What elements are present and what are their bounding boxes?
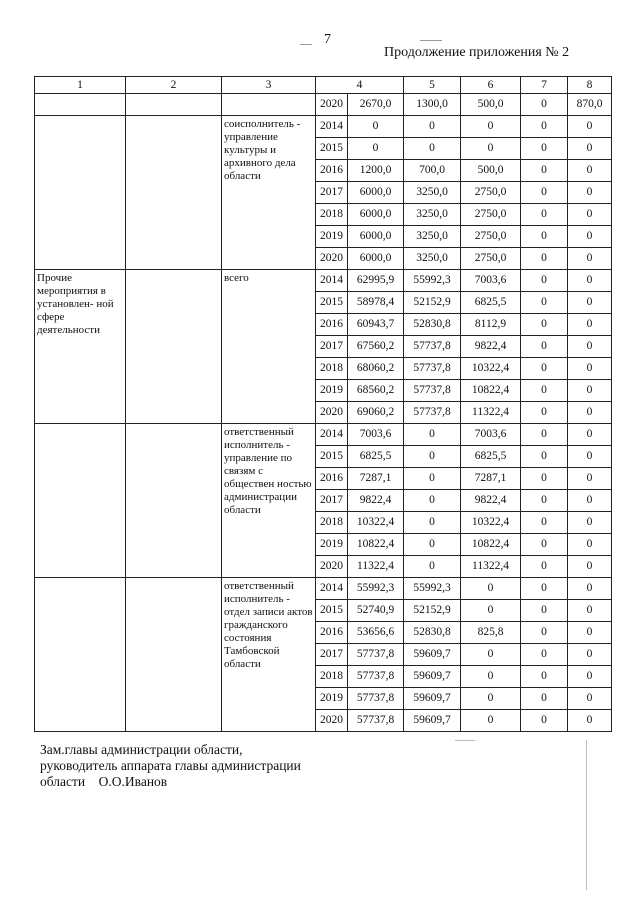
executor-name: ответственный исполнитель - отдел записи актов гражданского состояния Тамбовской области xyxy=(222,578,316,732)
year-cell: 2017 xyxy=(316,644,348,666)
value-cell: 0 xyxy=(521,380,568,402)
column-header: 8 xyxy=(568,77,612,94)
value-cell: 0 xyxy=(404,446,461,468)
year-cell: 2014 xyxy=(316,424,348,446)
value-cell: 7003,6 xyxy=(461,424,521,446)
value-cell: 0 xyxy=(568,446,612,468)
value-cell: 0 xyxy=(568,688,612,710)
year-cell: 2015 xyxy=(316,292,348,314)
value-cell: 0 xyxy=(568,248,612,270)
continuation-title: Продолжение приложения № 2 xyxy=(384,45,570,60)
value-cell: 0 xyxy=(521,534,568,556)
table-body xyxy=(35,77,612,732)
year-cell: 2020 xyxy=(316,710,348,732)
value-cell: 3250,0 xyxy=(404,204,461,226)
value-cell: 0 xyxy=(521,468,568,490)
value-cell: 0 xyxy=(521,182,568,204)
value-cell: 57737,8 xyxy=(348,710,404,732)
column-2-cell xyxy=(126,270,222,424)
budget-table xyxy=(34,76,612,732)
value-cell: 57737,8 xyxy=(348,666,404,688)
value-cell: 700,0 xyxy=(404,160,461,182)
value-cell: 0 xyxy=(568,490,612,512)
value-cell: 7287,1 xyxy=(348,468,404,490)
year-cell: 2016 xyxy=(316,160,348,182)
value-cell: 11322,4 xyxy=(461,556,521,578)
value-cell: 10322,4 xyxy=(461,358,521,380)
value-cell: 0 xyxy=(568,204,612,226)
value-cell: 2670,0 xyxy=(348,94,404,116)
year-cell: 2016 xyxy=(316,314,348,336)
value-cell: 52830,8 xyxy=(404,314,461,336)
value-cell: 0 xyxy=(568,578,612,600)
value-cell: 0 xyxy=(461,644,521,666)
year-cell: 2016 xyxy=(316,622,348,644)
value-cell: 0 xyxy=(568,182,612,204)
value-cell: 0 xyxy=(404,116,461,138)
value-cell: 0 xyxy=(568,270,612,292)
value-cell: 59609,7 xyxy=(404,644,461,666)
value-cell: 6825,5 xyxy=(461,446,521,468)
value-cell: 0 xyxy=(568,556,612,578)
signature-line-2: руководитель аппарата главы администрации xyxy=(40,758,301,773)
year-cell: 2020 xyxy=(316,556,348,578)
value-cell: 0 xyxy=(568,116,612,138)
column-header: 6 xyxy=(461,77,521,94)
value-cell: 57737,8 xyxy=(348,644,404,666)
value-cell: 57737,8 xyxy=(404,402,461,424)
value-cell: 0 xyxy=(568,710,612,732)
value-cell: 0 xyxy=(461,688,521,710)
value-cell: 0 xyxy=(461,138,521,160)
year-cell: 2017 xyxy=(316,336,348,358)
value-cell: 500,0 xyxy=(461,94,521,116)
activity-name xyxy=(35,116,126,270)
year-cell: 2016 xyxy=(316,468,348,490)
value-cell: 10322,4 xyxy=(348,512,404,534)
value-cell: 0 xyxy=(568,138,612,160)
value-cell: 0 xyxy=(348,138,404,160)
value-cell: 7003,6 xyxy=(348,424,404,446)
value-cell: 57737,8 xyxy=(404,358,461,380)
empty-cell xyxy=(35,94,126,116)
column-2-cell xyxy=(126,116,222,270)
value-cell: 0 xyxy=(521,314,568,336)
value-cell: 0 xyxy=(568,358,612,380)
activity-name: Прочие мероприятия в установлен- ной сфере деятельности xyxy=(35,270,126,424)
value-cell: 3250,0 xyxy=(404,182,461,204)
value-cell: 500,0 xyxy=(461,160,521,182)
signature-line-3: области О.О.Иванов xyxy=(40,774,168,789)
year-cell: 2017 xyxy=(316,490,348,512)
value-cell: 0 xyxy=(404,512,461,534)
value-cell: 825,8 xyxy=(461,622,521,644)
value-cell: 0 xyxy=(521,424,568,446)
empty-cell xyxy=(126,94,222,116)
value-cell: 8112,9 xyxy=(461,314,521,336)
value-cell: 55992,3 xyxy=(404,578,461,600)
value-cell: 7003,6 xyxy=(461,270,521,292)
value-cell: 57737,8 xyxy=(404,336,461,358)
year-cell: 2020 xyxy=(316,94,348,116)
value-cell: 0 xyxy=(521,446,568,468)
activity-name xyxy=(35,578,126,732)
value-cell: 69060,2 xyxy=(348,402,404,424)
table-row xyxy=(35,578,612,600)
column-2-cell xyxy=(126,424,222,578)
year-cell: 2017 xyxy=(316,182,348,204)
value-cell: 0 xyxy=(521,688,568,710)
value-cell: 0 xyxy=(568,534,612,556)
value-cell: 62995,9 xyxy=(348,270,404,292)
value-cell: 0 xyxy=(568,512,612,534)
value-cell: 0 xyxy=(521,710,568,732)
value-cell: 0 xyxy=(404,468,461,490)
value-cell: 0 xyxy=(461,116,521,138)
value-cell: 9822,4 xyxy=(461,336,521,358)
value-cell: 9822,4 xyxy=(348,490,404,512)
value-cell: 6000,0 xyxy=(348,182,404,204)
value-cell: 10822,4 xyxy=(461,380,521,402)
year-cell: 2019 xyxy=(316,380,348,402)
year-cell: 2014 xyxy=(316,270,348,292)
value-cell: 0 xyxy=(404,490,461,512)
executor-name: соисполнитель - управление культуры и архивного дела области xyxy=(222,116,316,270)
value-cell: 2750,0 xyxy=(461,204,521,226)
signature-block xyxy=(40,742,301,790)
value-cell: 59609,7 xyxy=(404,710,461,732)
column-header: 7 xyxy=(521,77,568,94)
scan-mark xyxy=(455,740,475,741)
empty-cell xyxy=(222,94,316,116)
value-cell: 1300,0 xyxy=(404,94,461,116)
column-2-cell xyxy=(126,578,222,732)
year-cell: 2018 xyxy=(316,358,348,380)
value-cell: 0 xyxy=(568,424,612,446)
value-cell: 0 xyxy=(568,336,612,358)
executor-name: всего xyxy=(222,270,316,424)
value-cell: 0 xyxy=(521,402,568,424)
value-cell: 870,0 xyxy=(568,94,612,116)
value-cell: 10322,4 xyxy=(461,512,521,534)
value-cell: 0 xyxy=(521,160,568,182)
year-cell: 2020 xyxy=(316,248,348,270)
value-cell: 0 xyxy=(521,644,568,666)
value-cell: 0 xyxy=(404,424,461,446)
value-cell: 6825,5 xyxy=(461,292,521,314)
value-cell: 0 xyxy=(568,468,612,490)
value-cell: 6000,0 xyxy=(348,204,404,226)
value-cell: 52152,9 xyxy=(404,600,461,622)
column-header: 2 xyxy=(126,77,222,94)
value-cell: 2750,0 xyxy=(461,248,521,270)
value-cell: 52740,9 xyxy=(348,600,404,622)
value-cell: 2750,0 xyxy=(461,226,521,248)
value-cell: 0 xyxy=(521,490,568,512)
column-header: 5 xyxy=(404,77,461,94)
value-cell: 0 xyxy=(521,622,568,644)
value-cell: 0 xyxy=(568,292,612,314)
value-cell: 59609,7 xyxy=(404,688,461,710)
value-cell: 0 xyxy=(521,600,568,622)
scan-mark xyxy=(300,44,312,45)
value-cell: 0 xyxy=(404,534,461,556)
value-cell: 0 xyxy=(521,336,568,358)
value-cell: 0 xyxy=(521,226,568,248)
year-cell: 2019 xyxy=(316,226,348,248)
year-cell: 2014 xyxy=(316,578,348,600)
value-cell: 0 xyxy=(521,666,568,688)
page-number: 7 xyxy=(324,32,331,47)
value-cell: 10822,4 xyxy=(348,534,404,556)
value-cell: 0 xyxy=(348,116,404,138)
value-cell: 0 xyxy=(461,710,521,732)
header-row xyxy=(35,77,612,94)
value-cell: 2750,0 xyxy=(461,182,521,204)
value-cell: 10822,4 xyxy=(461,534,521,556)
table-row xyxy=(35,116,612,138)
value-cell: 57737,8 xyxy=(404,380,461,402)
value-cell: 68560,2 xyxy=(348,380,404,402)
value-cell: 0 xyxy=(461,600,521,622)
value-cell: 3250,0 xyxy=(404,226,461,248)
signature-line-1: Зам.главы администрации области, xyxy=(40,742,243,757)
year-cell: 2019 xyxy=(316,688,348,710)
value-cell: 3250,0 xyxy=(404,248,461,270)
value-cell: 0 xyxy=(568,380,612,402)
value-cell: 11322,4 xyxy=(348,556,404,578)
value-cell: 0 xyxy=(461,578,521,600)
value-cell: 0 xyxy=(568,622,612,644)
value-cell: 58978,4 xyxy=(348,292,404,314)
value-cell: 9822,4 xyxy=(461,490,521,512)
value-cell: 0 xyxy=(521,138,568,160)
table-row xyxy=(35,270,612,292)
value-cell: 6000,0 xyxy=(348,248,404,270)
year-cell: 2015 xyxy=(316,138,348,160)
value-cell: 0 xyxy=(521,248,568,270)
table-row xyxy=(35,94,612,116)
scan-mark xyxy=(586,740,587,890)
value-cell: 0 xyxy=(404,138,461,160)
year-cell: 2020 xyxy=(316,402,348,424)
year-cell: 2014 xyxy=(316,116,348,138)
year-cell: 2019 xyxy=(316,534,348,556)
year-cell: 2015 xyxy=(316,446,348,468)
value-cell: 67560,2 xyxy=(348,336,404,358)
year-cell: 2015 xyxy=(316,600,348,622)
value-cell: 0 xyxy=(461,666,521,688)
value-cell: 59609,7 xyxy=(404,666,461,688)
year-cell: 2018 xyxy=(316,666,348,688)
table-row xyxy=(35,424,612,446)
value-cell: 0 xyxy=(521,358,568,380)
executor-name: ответственный исполнитель - управление по связям с обществен ностью администрации области xyxy=(222,424,316,578)
year-cell: 2018 xyxy=(316,204,348,226)
value-cell: 57737,8 xyxy=(348,688,404,710)
value-cell: 0 xyxy=(568,666,612,688)
column-header: 1 xyxy=(35,77,126,94)
value-cell: 55992,3 xyxy=(404,270,461,292)
value-cell: 0 xyxy=(568,600,612,622)
value-cell: 0 xyxy=(521,204,568,226)
value-cell: 1200,0 xyxy=(348,160,404,182)
value-cell: 0 xyxy=(568,226,612,248)
value-cell: 0 xyxy=(521,270,568,292)
value-cell: 0 xyxy=(404,556,461,578)
value-cell: 0 xyxy=(568,314,612,336)
value-cell: 0 xyxy=(521,578,568,600)
activity-name xyxy=(35,424,126,578)
value-cell: 0 xyxy=(568,160,612,182)
value-cell: 7287,1 xyxy=(461,468,521,490)
value-cell: 0 xyxy=(568,402,612,424)
value-cell: 68060,2 xyxy=(348,358,404,380)
value-cell: 0 xyxy=(521,116,568,138)
value-cell: 0 xyxy=(521,512,568,534)
value-cell: 0 xyxy=(521,94,568,116)
value-cell: 52152,9 xyxy=(404,292,461,314)
value-cell: 0 xyxy=(521,556,568,578)
value-cell: 0 xyxy=(521,292,568,314)
column-header: 3 xyxy=(222,77,316,94)
value-cell: 52830,8 xyxy=(404,622,461,644)
value-cell: 6825,5 xyxy=(348,446,404,468)
scan-mark xyxy=(420,40,442,41)
value-cell: 11322,4 xyxy=(461,402,521,424)
value-cell: 55992,3 xyxy=(348,578,404,600)
value-cell: 0 xyxy=(568,644,612,666)
year-cell: 2018 xyxy=(316,512,348,534)
value-cell: 6000,0 xyxy=(348,226,404,248)
value-cell: 53656,6 xyxy=(348,622,404,644)
column-header: 4 xyxy=(316,77,404,94)
value-cell: 60943,7 xyxy=(348,314,404,336)
